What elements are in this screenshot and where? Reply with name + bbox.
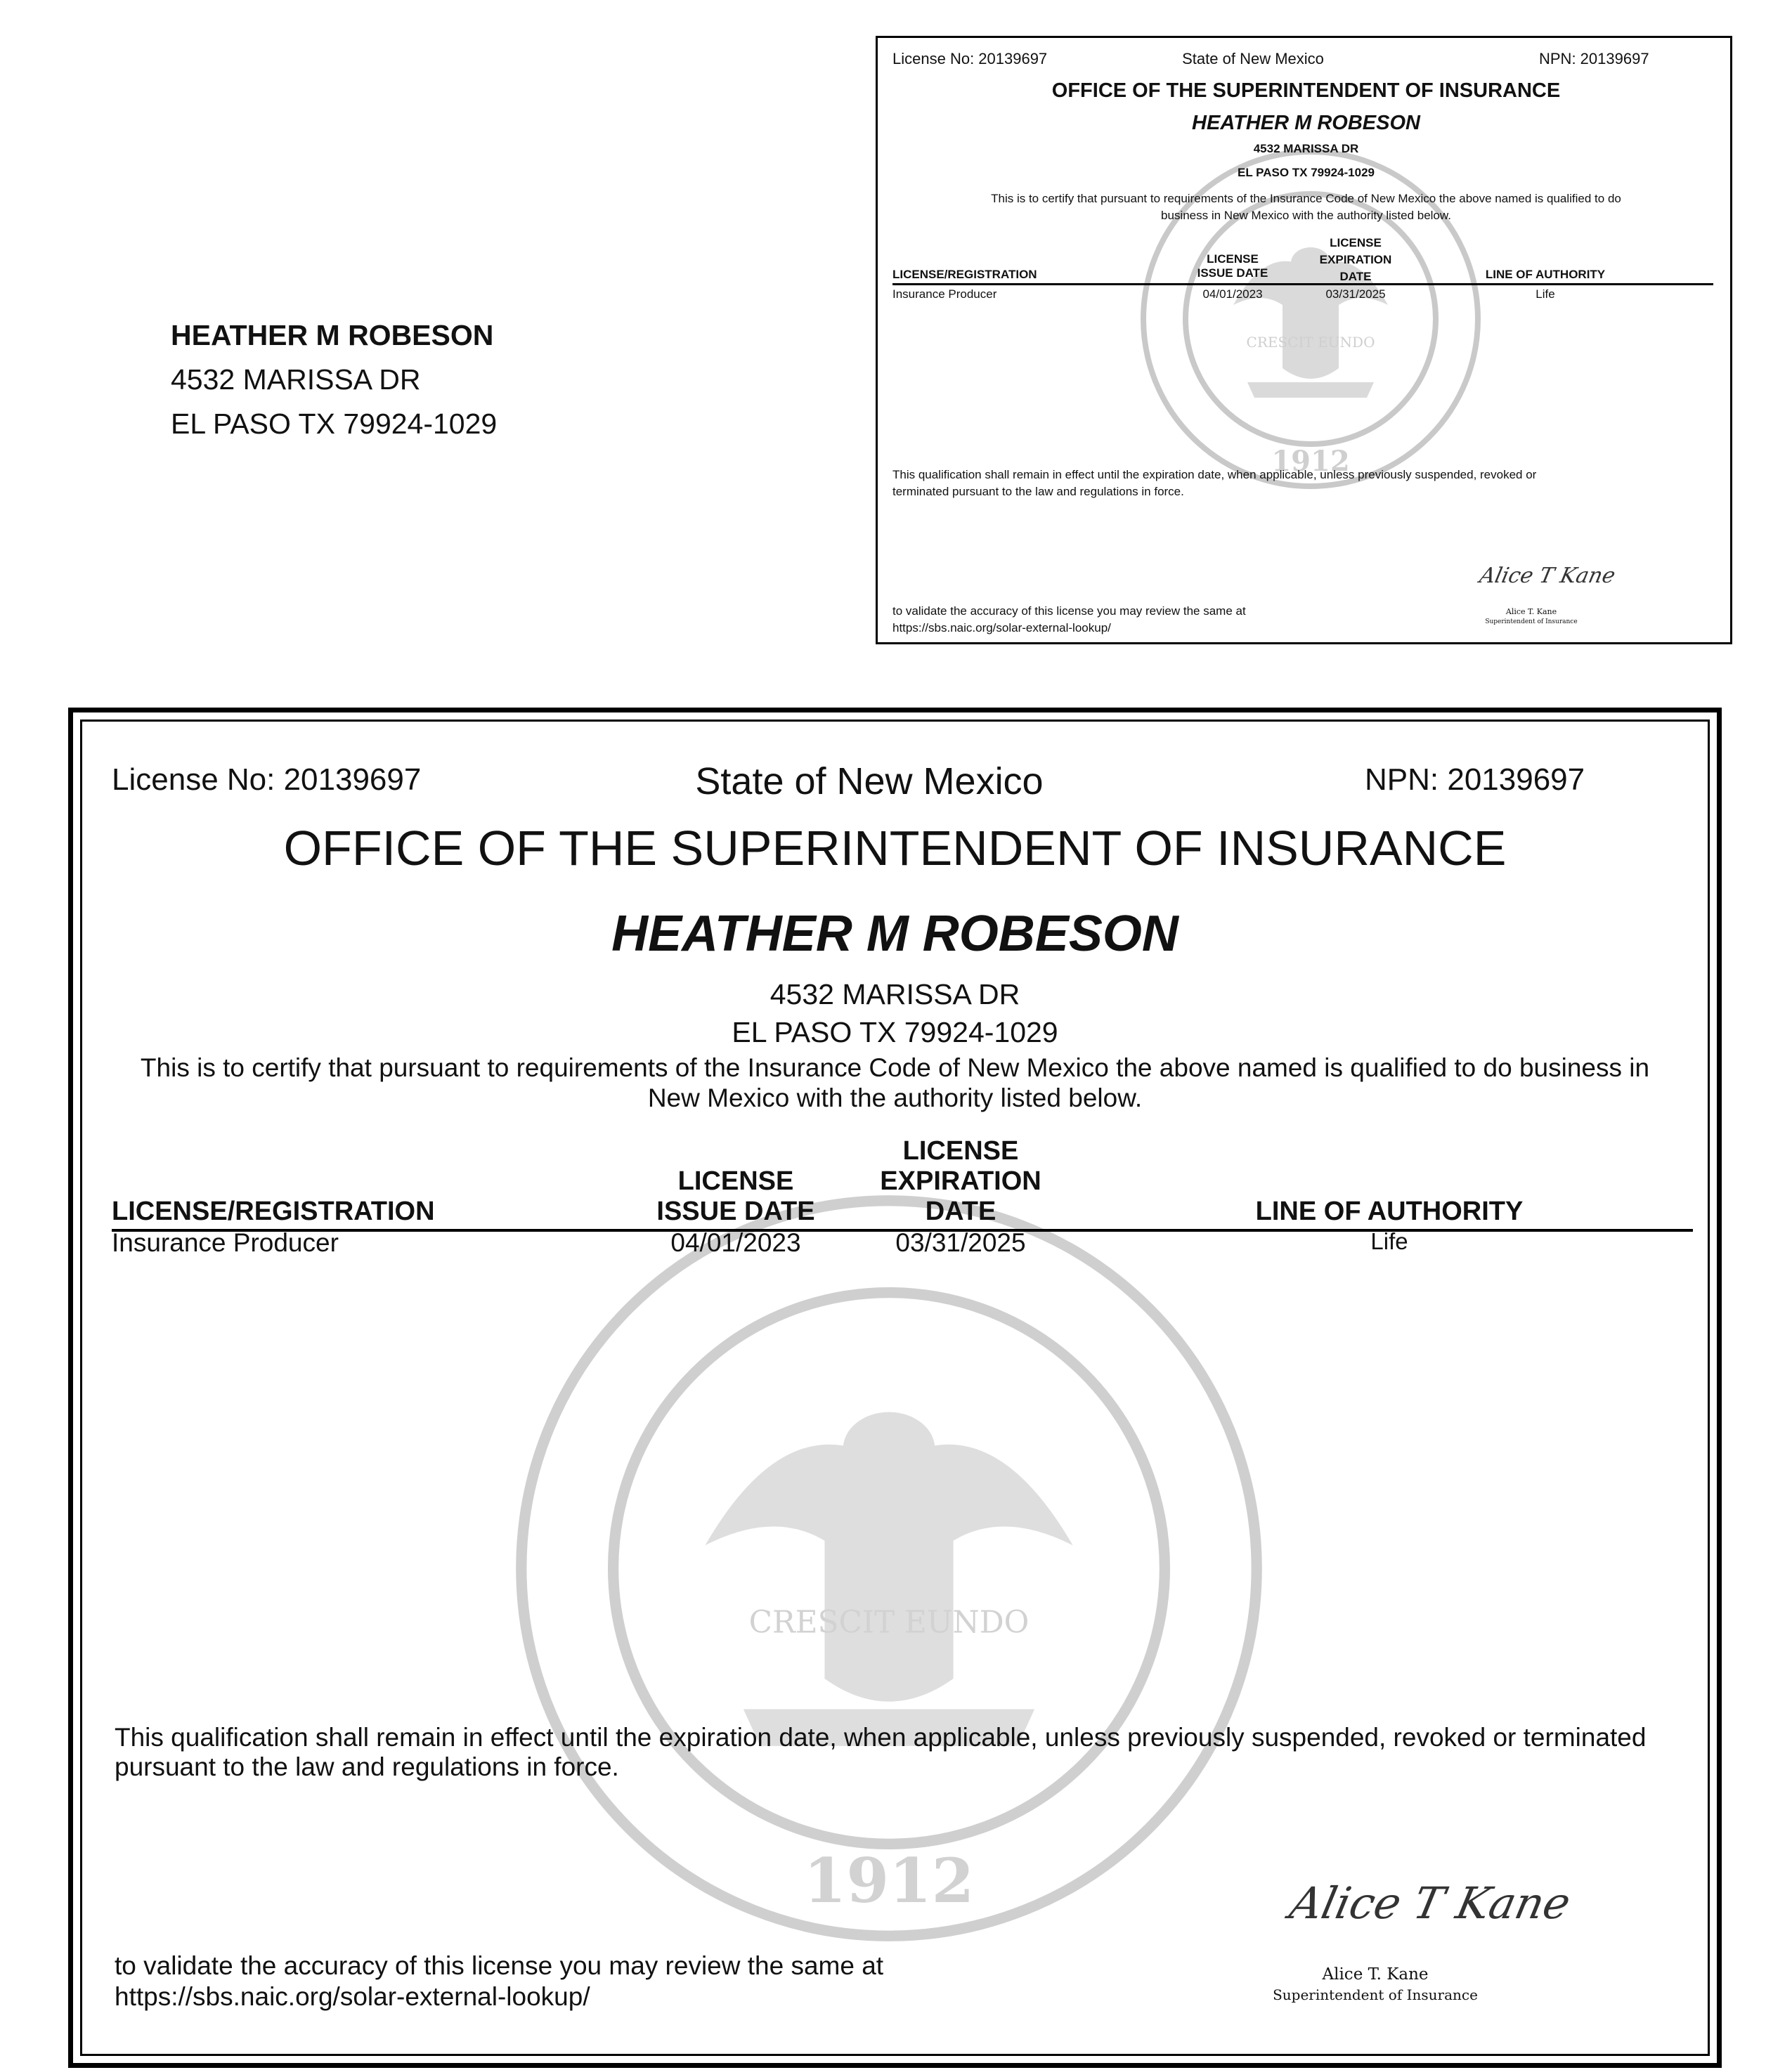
certificate-seal-watermark [506, 1185, 1272, 1951]
recipient-name: HEATHER M ROBESON [171, 319, 494, 351]
certificate-header-line-of-authority: LINE OF AUTHORITY [1255, 1197, 1524, 1226]
wallet-license-card [876, 36, 1732, 644]
certificate-seal-year: 1912 [803, 1844, 975, 1918]
seal-year: 1912 [1271, 445, 1350, 478]
certificate-signer-title: Superintendent of Insurance [1273, 1986, 1478, 2003]
card-license-no: License No: 20139697 [892, 50, 1048, 67]
card-npn: NPN: 20139697 [1539, 50, 1649, 67]
card-signer-name: Alice T. Kane [1505, 607, 1557, 616]
certificate-header-expiration-date: LICENSE EXPIRATION DATE [880, 1136, 1041, 1226]
certificate-validate-line1: to validate the accuracy of this license you may review the same at [115, 1951, 884, 1980]
card-state: State of New Mexico [1182, 50, 1324, 67]
card-row-license-type: Insurance Producer [892, 287, 997, 301]
certificate-license-no: License No: 20139697 [112, 762, 422, 797]
card-certify-line2: business in New Mexico with the authority listed below. [1161, 209, 1451, 222]
certificate-header-issue-date: LICENSE ISSUE DATE [656, 1166, 815, 1226]
certificate-npn: NPN: 20139697 [1365, 762, 1585, 797]
certificate-address-line1: 4532 MARISSA DR [770, 978, 1020, 1010]
certificate-validate-url: https://sbs.naic.org/solar-external-lookup/ [115, 1982, 590, 2011]
card-address-line2: EL PASO TX 79924-1029 [1238, 166, 1375, 179]
card-header-expiration-date: LICENSE EXPIRATION DATE [1319, 236, 1392, 283]
license-certificate [68, 708, 1722, 2068]
certificate-row-line-of-authority: Life [1370, 1228, 1408, 1254]
certificate-qualification-line2: pursuant to the law and regulations in force. [115, 1752, 619, 1781]
certificate-licensee-name: HEATHER M ROBESON [611, 906, 1179, 962]
card-certify-line1: This is to certify that pursuant to requirements of the Insurance Code of New Mexico the above named is qualified to do [991, 192, 1621, 205]
certificate-certify-line2: New Mexico with the authority listed below. [647, 1083, 1143, 1112]
card-qualification-line1: This qualification shall remain in effect until the expiration date, when applicable, unless previously suspended, revoked or [892, 468, 1537, 481]
card-header-license-registration: LICENSE/REGISTRATION [892, 268, 1037, 281]
certificate-signer-name: Alice T. Kane [1322, 1965, 1429, 1984]
card-validate-line1: to validate the accuracy of this license you may review the same at [892, 604, 1246, 618]
certificate-signature: Alice T Kane [1285, 1877, 1576, 1929]
certificate-inner-border [80, 720, 1710, 2056]
certificate-row-expiration-date: 03/31/2025 [895, 1228, 1026, 1257]
card-header-rule [892, 283, 1713, 285]
seal-motto: CRESCIT EUNDO [1246, 334, 1375, 351]
card-qualification-line2: terminated pursuant to the law and regulations in force. [892, 485, 1184, 498]
card-header-line-of-authority: LINE OF AUTHORITY [1485, 268, 1606, 281]
card-address-line1: 4532 MARISSA DR [1253, 142, 1359, 155]
card-row-issue-date: 04/01/2023 [1202, 287, 1263, 301]
certificate-header-license-registration: LICENSE/REGISTRATION [112, 1197, 435, 1226]
certificate-qualification-line1: This qualification shall remain in effect until the expiration date, when applicable, unless previously suspended, revoked or terminated [115, 1723, 1647, 1752]
certificate-certify-line1: This is to certify that pursuant to requirements of the Insurance Code of New Mexico the above named is qualified to do business in [140, 1053, 1650, 1082]
certificate-row-issue-date: 04/01/2023 [670, 1228, 801, 1257]
certificate-address-line2: EL PASO TX 79924-1029 [732, 1016, 1058, 1048]
recipient-address-line1: 4532 MARISSA DR [171, 363, 421, 396]
card-row-line-of-authority: Life [1535, 287, 1555, 301]
card-signature: Alice T Kane [1477, 564, 1618, 588]
card-row-expiration-date: 03/31/2025 [1325, 287, 1386, 301]
card-signer-title: Superintendent of Insurance [1485, 618, 1578, 625]
certificate-office-title: OFFICE OF THE SUPERINTENDENT OF INSURANCE [283, 821, 1507, 875]
certificate-state: State of New Mexico [695, 760, 1044, 802]
recipient-address-line2: EL PASO TX 79924-1029 [171, 408, 498, 440]
certificate-seal-motto: CRESCIT EUNDO [748, 1605, 1030, 1641]
card-header-issue-date: LICENSE ISSUE DATE [1197, 252, 1268, 280]
card-licensee-name: HEATHER M ROBESON [1192, 112, 1420, 134]
certificate-row-license-type: Insurance Producer [112, 1228, 339, 1257]
card-office-title: OFFICE OF THE SUPERINTENDENT OF INSURANCE [1051, 79, 1561, 102]
card-validate-url: https://sbs.naic.org/solar-external-lookup/ [892, 621, 1111, 634]
